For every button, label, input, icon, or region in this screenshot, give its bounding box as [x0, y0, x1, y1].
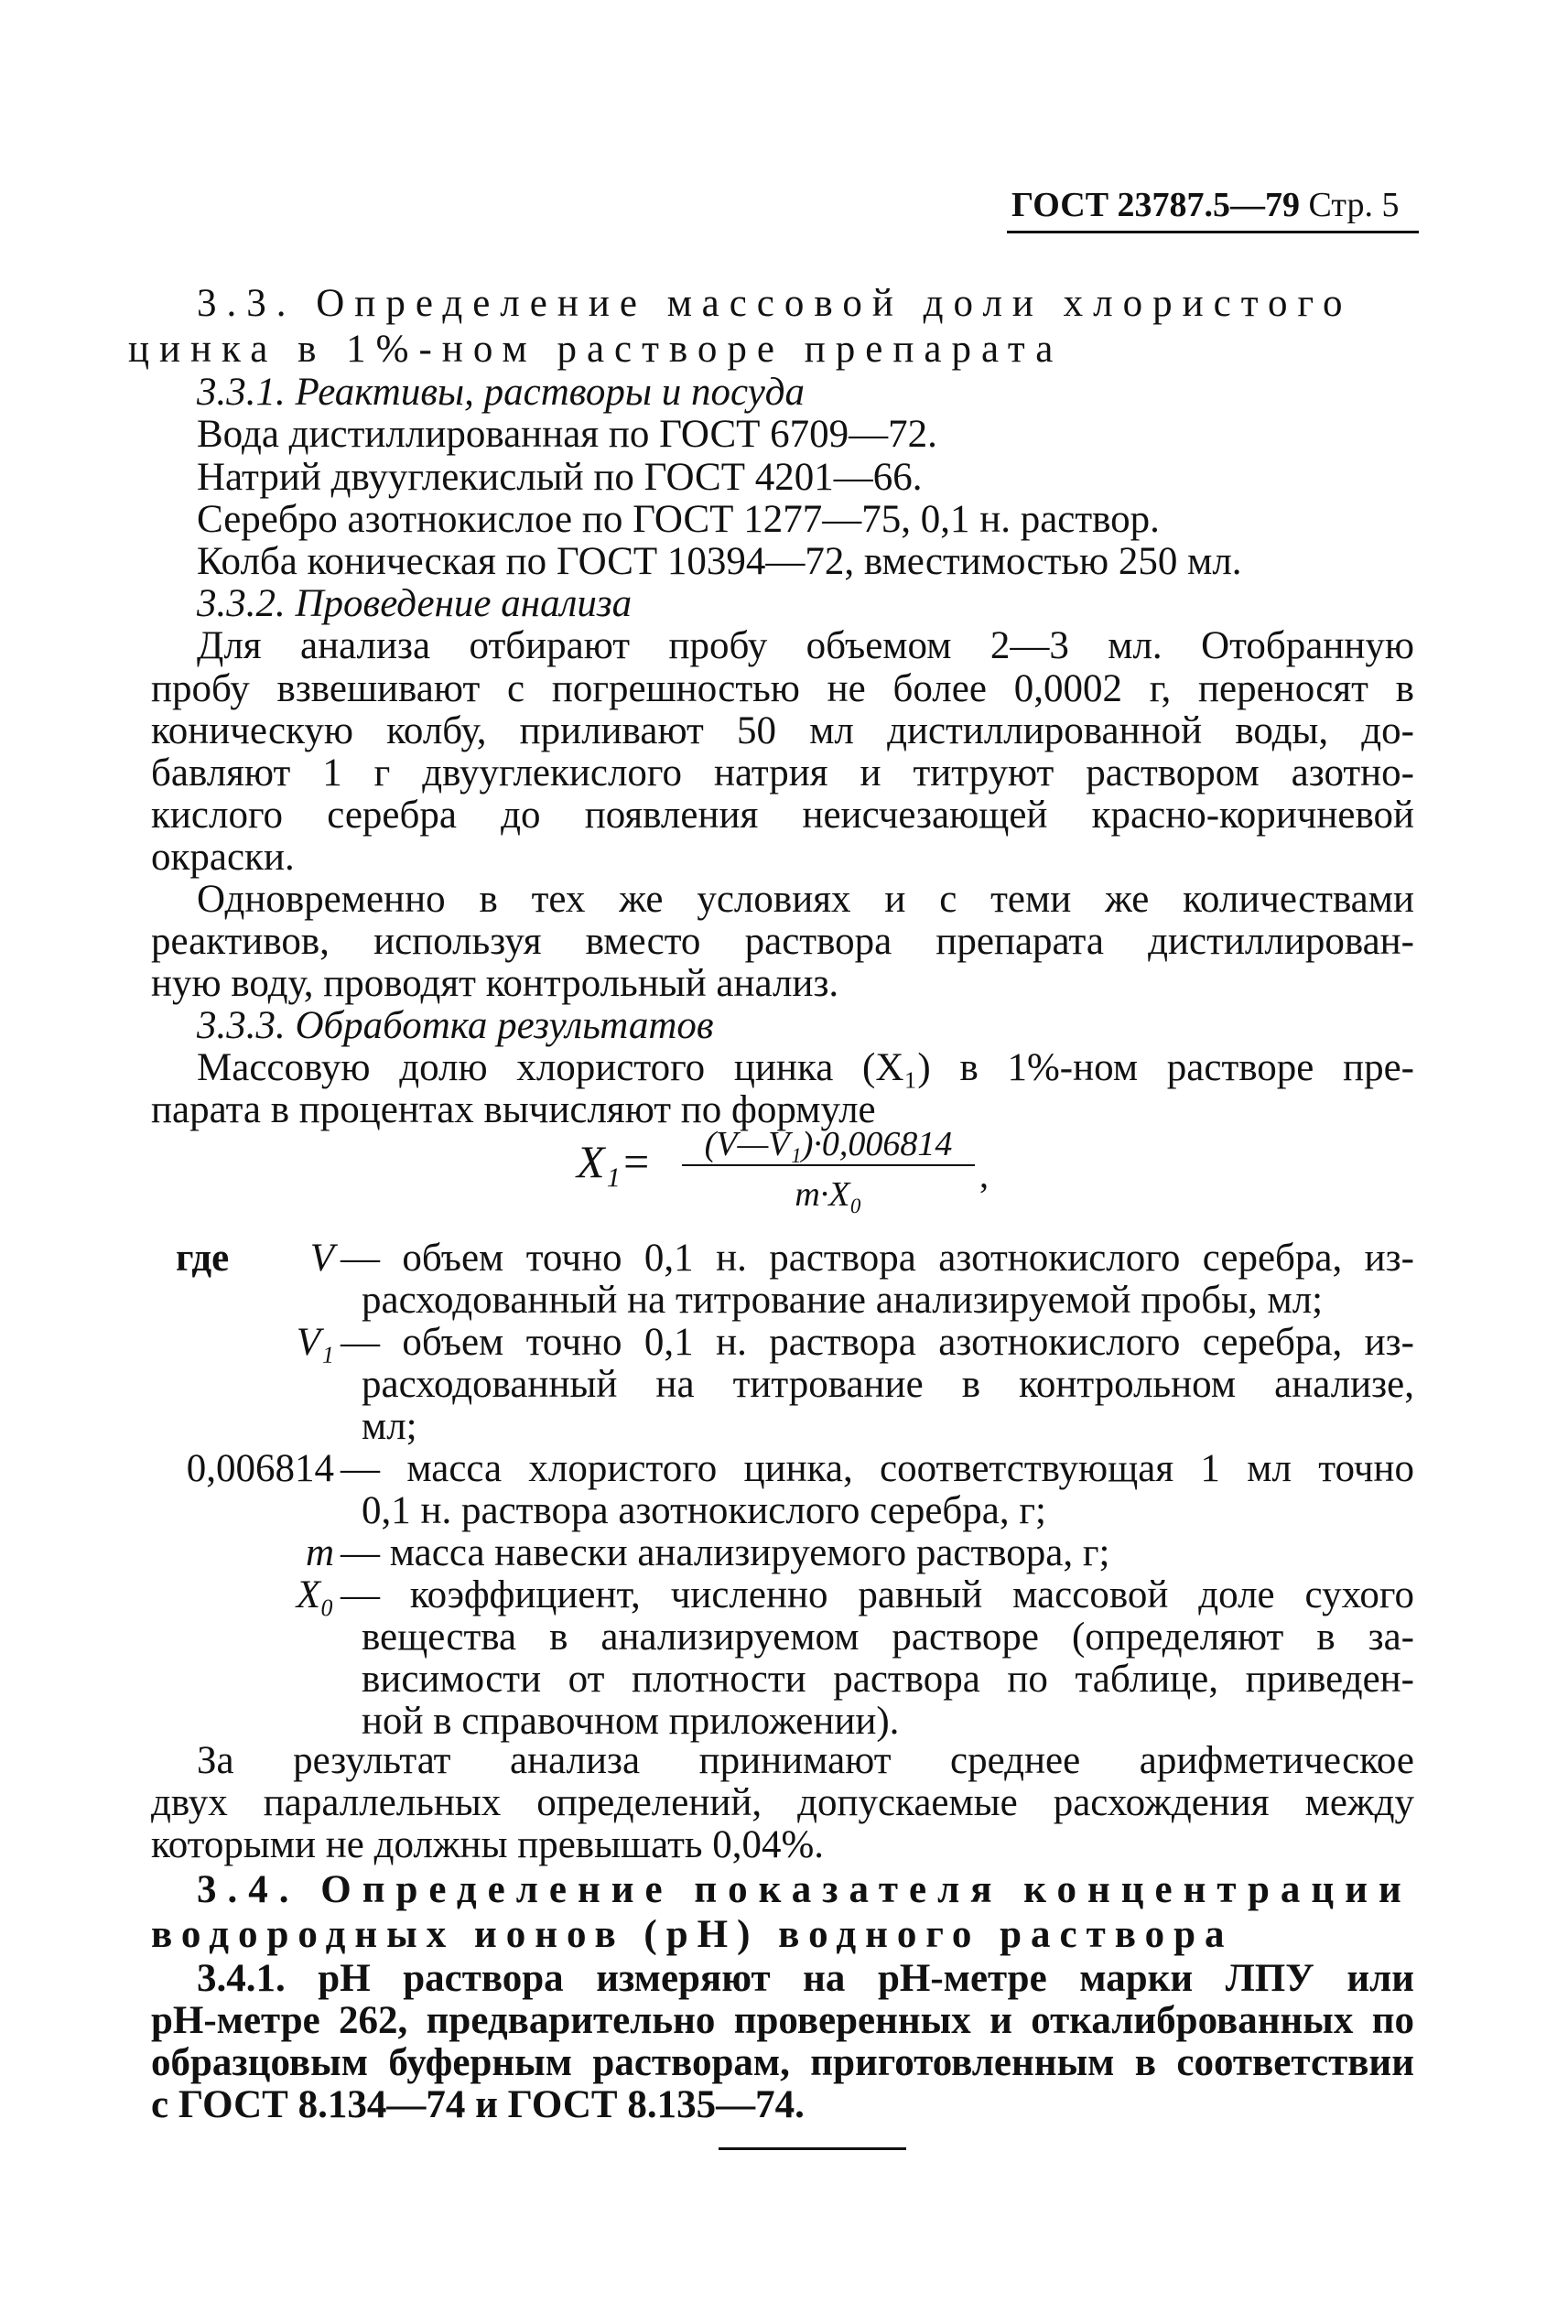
- fraction-bar: [682, 1164, 975, 1166]
- reagent-item: Вода дистиллированная по ГОСТ 6709—72.: [197, 413, 937, 456]
- formula-lhs: X₁=: [577, 1136, 652, 1187]
- control-line: ную воду, проводят контрольный анализ.: [151, 962, 839, 1005]
- section-3-4-title-line1: 3.4. Определение показателя концентрации: [197, 1868, 1412, 1911]
- def-term: m: [305, 1531, 334, 1574]
- page-number: Стр. 5: [1308, 186, 1400, 224]
- end-rule: [719, 2147, 906, 2150]
- def-line: — масса хлористого цинка, соответствующая 1 мл точно: [341, 1447, 1414, 1490]
- calc-line: Массовую долю хлористого цинка (X₁) в 1%-ном растворе пре-: [197, 1046, 1414, 1089]
- formula-denominator: m·X₀: [795, 1175, 862, 1214]
- def-term: V: [309, 1237, 334, 1280]
- analysis-line: коническую колбу, приливают 50 мл дистиллированной воды, до-: [151, 709, 1414, 752]
- ph-line: с ГОСТ 8.134—74 и ГОСТ 8.135—74.: [151, 2083, 805, 2126]
- formula-comma: ,: [979, 1154, 989, 1195]
- reagent-item: Колба коническая по ГОСТ 10394—72, вместимостью 250 мл.: [197, 540, 1242, 583]
- subsection-3-3-1-title: 3.3.1. Реактивы, растворы и посуда: [197, 371, 805, 414]
- standard-number: ГОСТ 23787.5—79: [1011, 186, 1301, 224]
- reagent-item: Серебро азотнокислое по ГОСТ 1277—75, 0,1 н. раствор.: [197, 498, 1160, 541]
- subsection-3-3-3-title: 3.3.3. Обработка результатов: [197, 1004, 714, 1047]
- header-rule: [1007, 231, 1419, 233]
- result-line: которыми не должны превышать 0,04%.: [151, 1823, 825, 1866]
- formula-numerator: (V—V₁)·0,006814: [704, 1125, 953, 1163]
- ph-line: образцовым буферным растворам, приготовленным в соответствии: [151, 2041, 1414, 2084]
- def-line: висимости от плотности раствора по таблице, приведен-: [362, 1658, 1414, 1701]
- def-line: — масса навески анализируемого раствора, г;: [341, 1531, 1110, 1574]
- reagent-item: Натрий двууглекислый по ГОСТ 4201—66.: [197, 456, 923, 499]
- result-line: За результат анализа принимают среднее арифметическое: [197, 1739, 1414, 1782]
- control-line: реактивов, используя вместо раствора препарата дистиллирован-: [151, 920, 1414, 963]
- def-line: — объем точно 0,1 н. раствора азотнокислого серебра, из-: [341, 1237, 1414, 1280]
- where-label: где: [176, 1237, 230, 1280]
- def-line: — объем точно 0,1 н. раствора азотнокислого серебра, из-: [341, 1321, 1414, 1364]
- ph-line: pH-метре 262, предварительно проверенных и откалиброванных по: [151, 1999, 1414, 2042]
- result-line: двух параллельных определений, допускаемые расхождения между: [151, 1781, 1414, 1824]
- def-term: X₀: [296, 1573, 334, 1616]
- def-term: V₁: [296, 1321, 334, 1364]
- analysis-line: бавляют 1 г двууглекислого натрия и титруют раствором азотно-: [151, 751, 1414, 794]
- subsection-3-3-2-title: 3.3.2. Проведение анализа: [197, 582, 633, 625]
- def-line: расходованный на титрование анализируемой пробы, мл;: [362, 1279, 1324, 1322]
- def-line: 0,1 н. раствора азотнокислого серебра, г;: [362, 1489, 1046, 1532]
- analysis-line: окраски.: [151, 836, 295, 879]
- analysis-line: Для анализа отбирают пробу объемом 2—3 мл. Отобранную: [197, 624, 1414, 667]
- analysis-line: пробу взвешивают с погрешностью не более 0,0002 г, переносят в: [151, 667, 1414, 710]
- analysis-line: кислого серебра до появления неисчезающей красно-коричневой: [151, 794, 1414, 837]
- def-line: вещества в анализируемом растворе (определяют в за-: [362, 1616, 1414, 1659]
- def-line: ной в справочном приложении).: [362, 1700, 900, 1743]
- def-line: расходованный на титрование в контрольном анализе,: [362, 1363, 1414, 1406]
- section-3-3-title-line1: 3.3. Определение массовой доли хлористого: [197, 282, 1353, 325]
- calc-line: парата в процентах вычисляют по формуле: [151, 1088, 876, 1131]
- section-3-4-title-line2: водородных ионов (pH) водного раствора: [151, 1913, 1234, 1956]
- def-line: мл;: [362, 1405, 417, 1448]
- section-3-3-title-line2: цинка в 1%-ном растворе препарата: [128, 328, 1064, 371]
- def-line: — коэффициент, численно равный массовой доле сухого: [341, 1573, 1414, 1616]
- ph-line: 3.4.1. pH раствора измеряют на pH-метре марки ЛПУ или: [197, 1957, 1414, 2000]
- def-term: 0,006814: [186, 1447, 334, 1490]
- running-head: [1011, 185, 1399, 225]
- control-line: Одновременно в тех же условиях и с теми же количествами: [197, 878, 1414, 921]
